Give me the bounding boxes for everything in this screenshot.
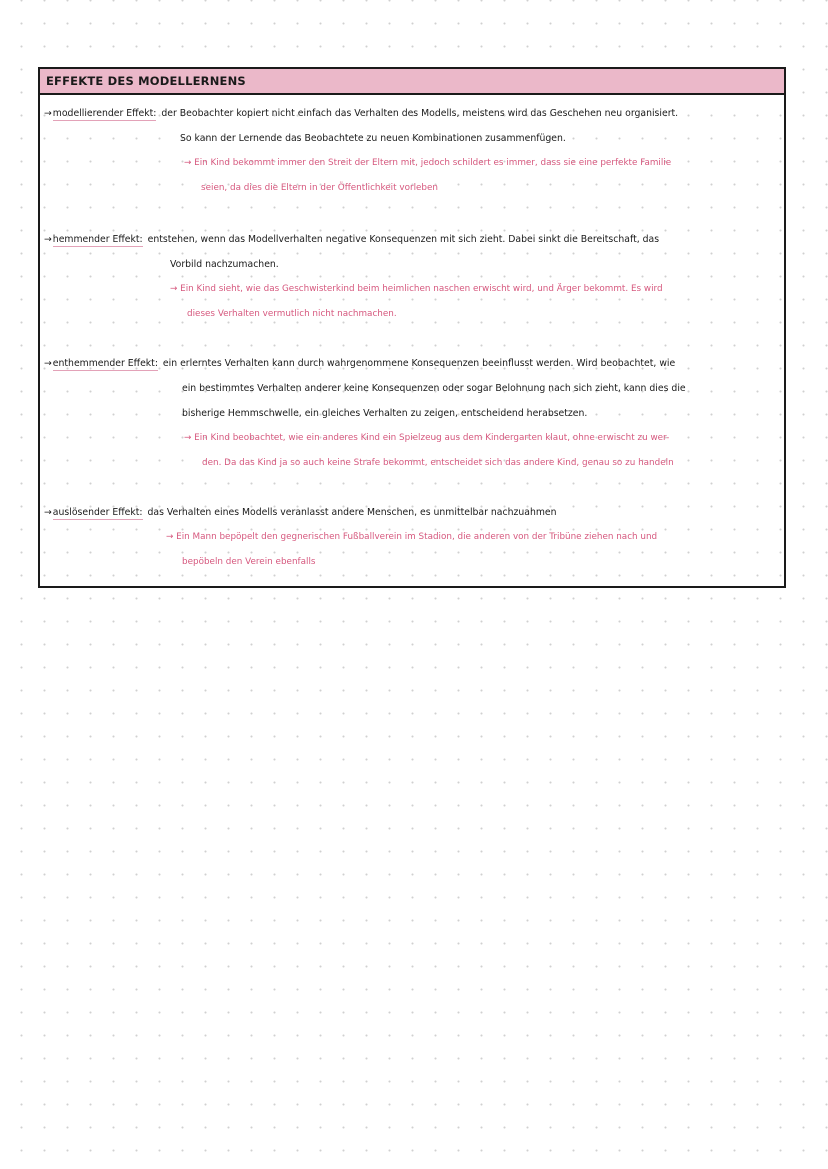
entry-hemmender-effekt: [44, 227, 778, 327]
example-text: dieses Verhalten vermutlich nicht nachmachen.: [187, 309, 397, 319]
title-bar: [40, 69, 784, 95]
arrow-icon: →: [170, 284, 178, 294]
arrow-icon: →: [44, 234, 52, 245]
entry-line: [44, 500, 778, 525]
definition-text: das Verhalten eines Modells veranlasst andere Menschen, es unmittelbar nachzuahmen: [147, 507, 557, 518]
definition-text: Vorbild nachzumachen.: [170, 259, 279, 270]
definition-text: ein erlerntes Verhalten kann durch wahrgenommene Konsequenzen beeinflusst werden. Wird beobachtet, wie: [162, 358, 676, 369]
arrow-icon: →: [184, 433, 192, 443]
definition-text: ein bestimmtes Verhalten anderer keine Konsequenzen oder sogar Belohnung nach sich zieht, kann dies die: [182, 383, 686, 394]
arrow-icon: →: [166, 532, 174, 542]
definition-text: bisherige Hemmschwelle, ein gleiches Verhalten zu zeigen, entscheidend herabsetzen.: [182, 408, 588, 419]
page-title: EFFEKTE DES MODELLERNENS: [46, 74, 246, 88]
entry-term: modellierender Effekt:: [52, 108, 157, 119]
definition-text: entstehen, wenn das Modellverhalten negative Konsequenzen mit sich zieht. Dabei sinkt die Bereitschaft, das: [147, 234, 660, 245]
entry-ausloesender-effekt: [44, 500, 778, 575]
entry-term: hemmender Effekt:: [52, 234, 143, 245]
arrow-icon: →: [44, 108, 52, 119]
example-text: bepöbeln den Verein ebenfalls: [182, 557, 316, 567]
example-text: → Ein Kind bekommt immer den Streit der Eltern mit, jedoch schildert es immer, dass sie eine perfekte Familie: [184, 158, 672, 168]
definition-text: So kann der Lernende das Beobachtete zu neuen Kombinationen zusammenfügen.: [180, 133, 566, 144]
entry-line: [44, 351, 778, 376]
entry-line: [44, 227, 778, 252]
entry-term: enthemmender Effekt:: [52, 358, 158, 369]
entry-line: [44, 101, 778, 126]
example-text: → Ein Kind sieht, wie das Geschwisterkind beim heimlichen naschen erwischt wird, und Ärger bekommt. Es wird: [170, 284, 663, 294]
notes-box: [38, 67, 786, 588]
example-text: → Ein Kind beobachtet, wie ein anderes Kind ein Spielzeug aus dem Kindergarten klaut, ohne erwischt zu wer-: [184, 433, 670, 443]
entry-term: auslösender Effekt:: [52, 507, 143, 518]
entry-modellierender-effekt: [44, 101, 778, 201]
arrow-icon: →: [44, 358, 52, 369]
example-text: seien, da dies die Eltern in der Öffentlichkeit vorleben: [201, 183, 439, 193]
example-text: → Ein Mann bepöpelt den gegnerischen Fußballverein im Stadion, die anderen von der Tribüne ziehen nach und: [166, 532, 658, 542]
arrow-icon: →: [44, 507, 52, 518]
example-text: den. Da das Kind ja so auch keine Strafe bekommt, entscheidet sich das andere Kind, genau so zu handeln: [202, 458, 674, 468]
entry-enthemmender-effekt: [44, 351, 778, 476]
definition-text: der Beobachter kopiert nicht einfach das Verhalten des Modells, meistens wird das Geschehen neu organisiert.: [161, 108, 679, 119]
arrow-icon: →: [184, 158, 192, 168]
